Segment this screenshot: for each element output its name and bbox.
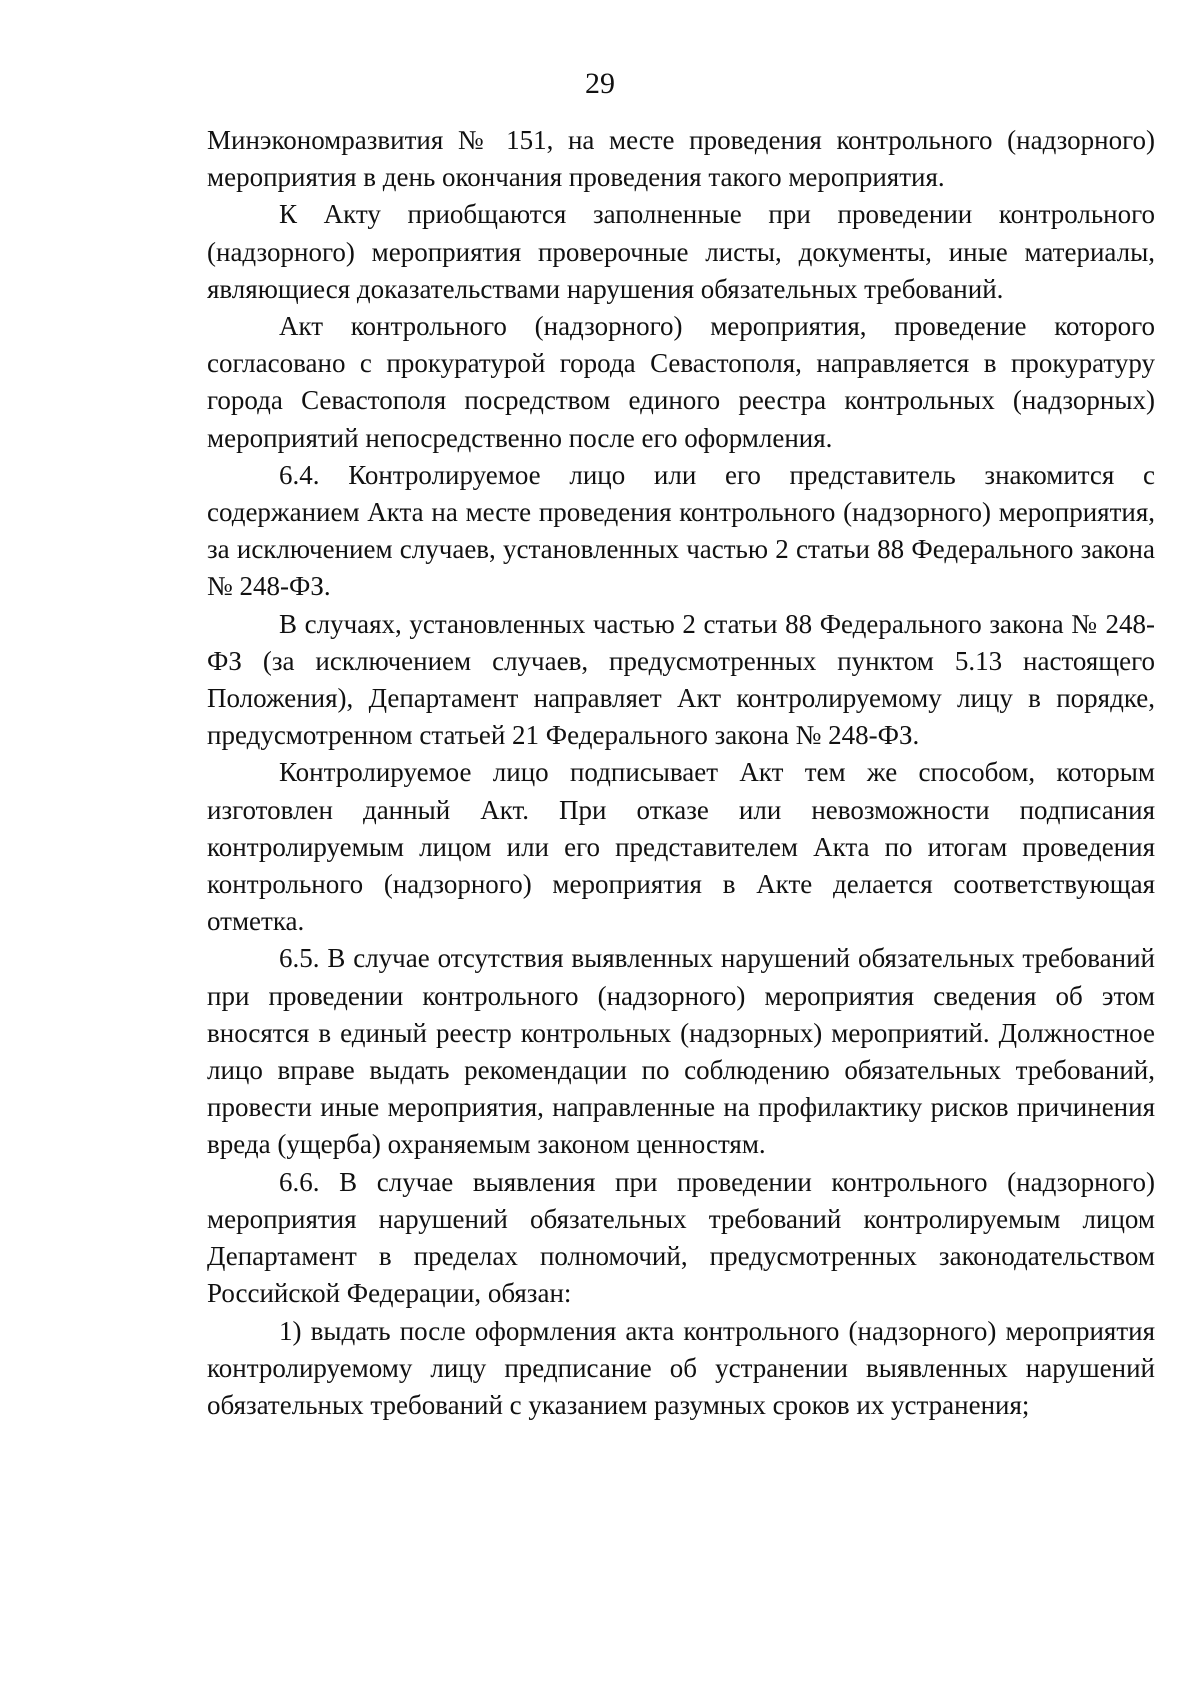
paragraph-6-6: 6.6. В случае выявления при проведении контрольного (надзорного) мероприятия нарушений обязательных требований контролируемым лицом Департамент в пределах полномочий, предусмотренных законодательством Российской Федерации, обязан:	[207, 1166, 1155, 1309]
page-number: 29	[585, 67, 615, 100]
document-body	[207, 122, 1155, 1424]
paragraph-continuation: Минэкономразвития № 151, на месте проведения контрольного (надзорного) мероприятия в день окончания проведения такого мероприятия.	[207, 125, 1155, 193]
paragraph-act-attachments: К Акту приобщаются заполненные при проведении контрольного (надзорного) мероприятия проверочные листы, документы, иные материалы, являющиеся доказательствами нарушения обязательных требований.	[207, 199, 1155, 304]
paragraph-item-1: 1) выдать после оформления акта контрольного (надзорного) мероприятия контролируемому лицу предписание об устранении выявленных нарушений обязательных требований с указанием разумных сроков их устранения;	[207, 1315, 1155, 1420]
paragraph-6-5: 6.5. В случае отсутствия выявленных нарушений обязательных требований при проведении контрольного (надзорного) мероприятия сведения об этом вносятся в единый реестр контрольных (надзорных) мероприятий. Должностное лицо вправе выдать рекомендации по соблюдению обязательных требований, провести иные мероприятия, направленные на профилактику рисков причинения вреда (ущерба) охраняемым законом ценностям.	[207, 943, 1155, 1160]
paragraph-act-prosecutor: Акт контрольного (надзорного) мероприятия, проведение которого согласовано с прокуратурой города Севастополя, направляется в прокуратуру города Севастополя посредством единого реестра контрольных (надзорных) мероприятий непосредственно после его оформления.	[207, 311, 1155, 453]
paragraph-cases-part-2: В случаях, установленных частью 2 статьи 88 Федерального закона № 248-ФЗ (за исключением случаев, предусмотренных пунктом 5.13 настоящего Положения), Департамент направляет Акт контролируемому лицу в порядке, предусмотренном статьей 21 Федерального закона № 248-ФЗ.	[207, 608, 1155, 751]
paragraph-6-4: 6.4. Контролируемое лицо или его представитель знакомится с содержанием Акта на месте проведения контрольного (надзорного) мероприятия, за исключением случаев, установленных частью 2 статьи 88 Федерального закона № 248-ФЗ.	[207, 459, 1155, 602]
paragraph-signing: Контролируемое лицо подписывает Акт тем же способом, которым изготовлен данный Акт. При отказе или невозможности подписания контролируемым лицом или его представителем Акта по итогам проведения контрольного (надзорного) мероприятия в Акте делается соответствующая отметка.	[207, 757, 1155, 937]
